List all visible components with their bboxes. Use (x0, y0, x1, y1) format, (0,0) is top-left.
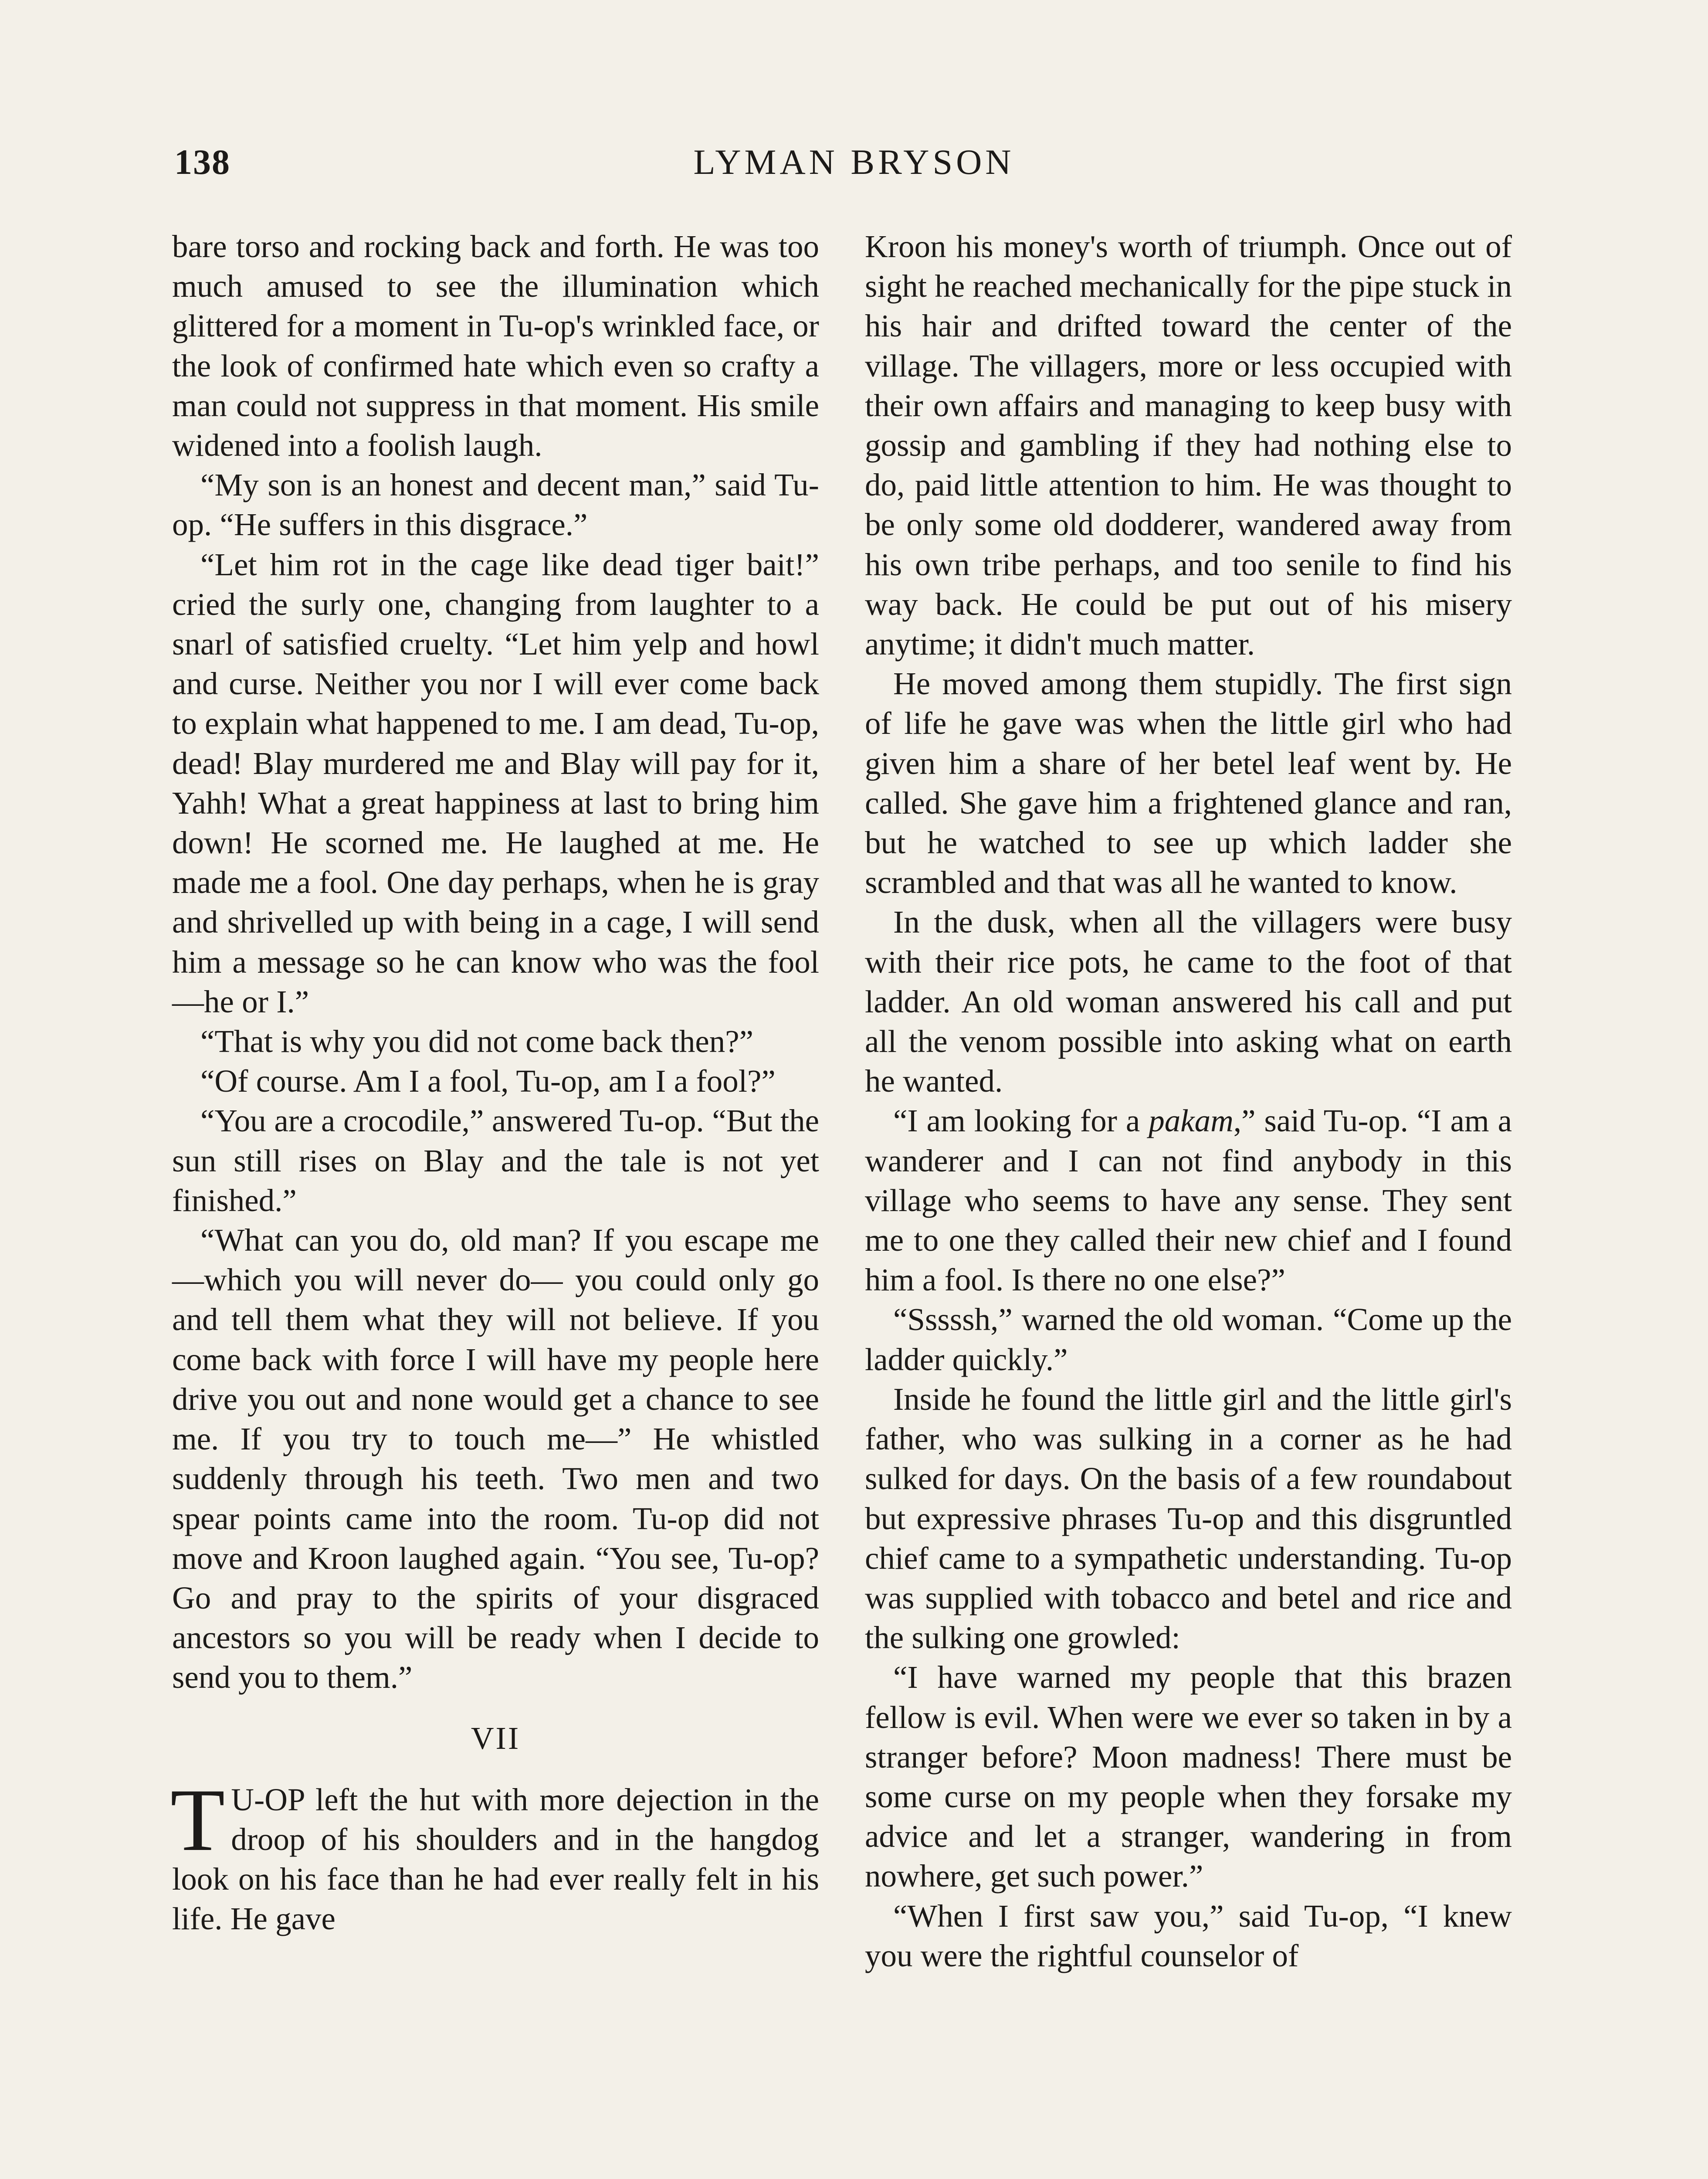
opening-text: left the hut with more dejection in the droop of his shoulders and in the hangdog look on his face than he had ever really felt in his life. He gave (172, 1782, 819, 1937)
paragraph: He moved among them stupidly. The first sign of life he gave was when the little girl who had given him a share of her betel leaf went by. He called. She gave him a frightened glance and ran, but he watched to see up which ladder she scrambled and that was all he wanted to know. (865, 666, 1512, 900)
paragraph: “I have warned my people that this brazen fellow is evil. When were we ever so taken in by a stranger before? Moon madness! There must be some curse on my people when they forsake my advice and let a stranger, wandering in from nowhere, get such power.” (865, 1660, 1512, 1894)
paragraph: bare torso and rocking back and forth. He was too much amused to see the illumination which glittered for a moment in Tu-op's wrinkled face, or the look of confirmed hate which even so crafty a man could not suppress in that moment. His smile widened into a foolish laugh. (172, 229, 819, 463)
paragraph-text: “I am looking for a (893, 1103, 1149, 1139)
paragraph: “You are a crocodile,” answered Tu-op. “But the sun still rises on Blay and the tale is not yet finished.” (172, 1103, 819, 1218)
page-number: 138 (174, 142, 230, 182)
paragraph: In the dusk, when all the villagers were busy with their rice pots, he came to the foot of that ladder. An old woman answered his call and put all the venom possible into asking what on earth he wanted. (865, 904, 1512, 1099)
paragraph: Kroon his money's worth of triumph. Once out of sight he reached mechanically for the pipe stuck in his hair and drifted toward the center of the village. The villagers, more or less occupied with their own affairs and managing to keep busy with gossip and gambling if they had nothing else to do, paid little attention to him. He was thought to be only some old dodderer, wandered away from his own tribe perhaps, and too senile to find his way back. He could be put out of his misery anytime; it didn't much matter. (865, 229, 1512, 662)
running-head-title: LYMAN BRYSON (693, 142, 1015, 182)
drop-cap: T (170, 1770, 225, 1870)
right-column (865, 227, 1512, 1975)
section-heading: VII (471, 1720, 521, 1756)
paragraph: “Sssssh,” warned the old woman. “Come up the ladder quickly.” (865, 1302, 1512, 1377)
left-column (172, 227, 819, 1939)
paragraph: “Let him rot in the cage like dead tiger bait!” cried the surly one, changing from laughter to a snarl of satisfied cruelty. “Let him yelp and howl and curse. Neither you nor I will ever come back to explain what happened to me. I am dead, Tu-op, dead! Blay murdered me and Blay will pay for it, Yahh! What a great happiness at last to bring him down! He scorned me. He laughed at me. He made me a fool. One day perhaps, when he is gray and shrivelled up with being in a cage, I will send him a message so he can know who was the fool —he or I.” (172, 546, 819, 1019)
paragraph: “When I first saw you,” said Tu-op, “I knew you were the rightful counselor of (865, 1898, 1512, 1973)
section-opening-paragraph (170, 1770, 819, 1939)
opening-caps: U-OP (231, 1782, 304, 1817)
paragraph-text: ,” said Tu-op. “I am a wanderer and I can not find anybody in this village who seems to have any sense. They sent me to one they called their new chief and I found him a fool. Is there no one else?” (865, 1103, 1512, 1298)
paragraph: “My son is an honest and decent man,” said Tu-op. “He suffers in this disgrace.” (172, 467, 819, 543)
paragraph: “That is why you did not come back then?” (200, 1024, 754, 1059)
paragraph: “Of course. Am I a fool, Tu-op, am I a fool?” (200, 1063, 776, 1099)
paragraph (865, 1101, 1512, 1300)
paragraph: Inside he found the little girl and the little girl's father, who was sulking in a corner as he had sulked for days. On the basis of a few roundabout but expressive phrases Tu-op and this disgruntled chief came to a sympathetic understanding. Tu-op was supplied with tobacco and betel and rice and the sulking one growled: (865, 1381, 1512, 1656)
paragraph: “What can you do, old man? If you escape me—which you will never do— you could only go and tell them what they will not believe. If you come back with force I will have my people here drive you out and none would get a chance to see me. If you try to touch me—” He whistled suddenly through his teeth. Two men and two spear points came into the room. Tu-op did not move and Kroon laughed again. “You see, Tu-op? Go and pray to the spirits of your disgraced ancestors so you will be ready when I decide to send you to them.” (172, 1222, 819, 1695)
italic-word: pakam (1149, 1103, 1234, 1139)
